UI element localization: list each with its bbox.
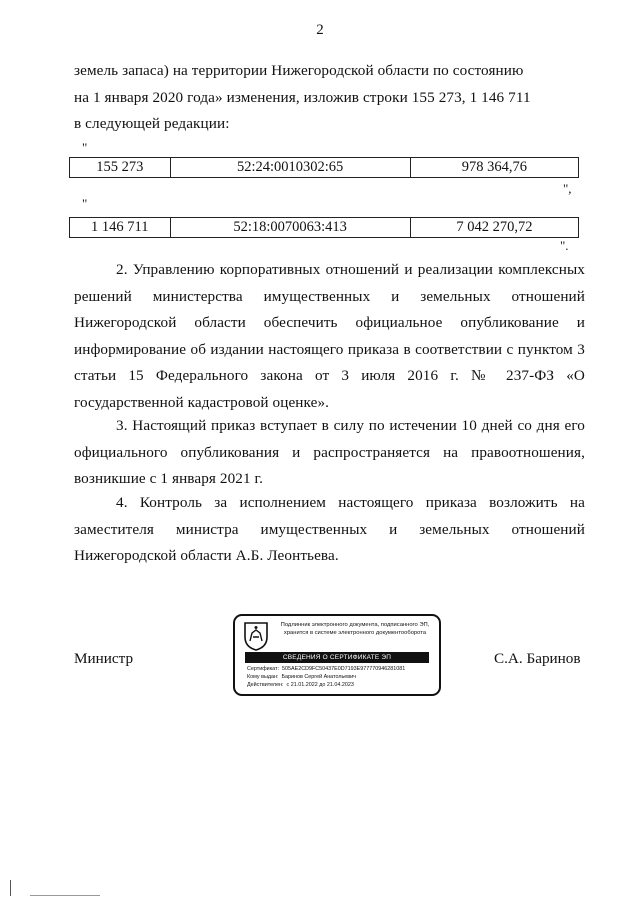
row-number-cell: 155 273 bbox=[70, 158, 171, 178]
intro-line-3: в следующей редакции: bbox=[74, 115, 230, 132]
cadastral-value-cell: 978 364,76 bbox=[410, 158, 578, 178]
stamp-certificate-line: Сертификат: 505AE2CD9FC50437E0D7193E977770946281081 bbox=[247, 666, 406, 672]
scan-margin-mark bbox=[10, 880, 11, 896]
paragraph-4: 4. Контроль за исполнением настоящего приказа возложить на заместителя министра имущественных и земельных отношений Нижегородской области А.Б. Леонтьева. bbox=[74, 494, 585, 564]
intro-line-2: на 1 января 2020 года» изменения, изложив строки 155 273, 1 146 711 bbox=[74, 89, 531, 106]
cadastral-value-cell: 7 042 270,72 bbox=[410, 218, 578, 238]
quote-close-1: ", bbox=[563, 181, 572, 196]
stamp-header: Подлинник электронного документа, подписанного ЭП, хранится в системе электронного документооборота bbox=[280, 622, 430, 636]
quote-open-1: " bbox=[82, 140, 88, 155]
scan-edge-line bbox=[30, 895, 100, 896]
coat-of-arms-icon bbox=[243, 621, 269, 651]
stamp-certificate-band: СВЕДЕНИЯ О СЕРТИФИКАТЕ ЭП bbox=[245, 652, 429, 663]
cadastral-number-cell: 52:24:0010302:65 bbox=[170, 158, 410, 178]
signatory-role: Министр bbox=[74, 650, 134, 667]
table-row bbox=[70, 218, 579, 238]
quote-close-2: ". bbox=[560, 238, 569, 253]
cadastral-number-cell: 52:18:0070063:413 bbox=[170, 218, 410, 238]
row-number-cell: 1 146 711 bbox=[70, 218, 171, 238]
stamp-issued-line: Кому выдан: Баринов Сергей Анатольевич bbox=[247, 674, 356, 680]
paragraph-2: 2. Управлению корпоративных отношений и реализации комплексных решений министерства имущественных и земельных отношений Нижегородской области обеспечить официальное опубликование и информирование об издании настоящего приказа в соответствии с пунктом 3 статьи 15 Федерального закона от 3 июля 2016 г. № 237-ФЗ «О государственной кадастровой оценке». bbox=[74, 261, 585, 411]
stamp-valid-line: Действителен: с 21.01.2022 до 21.04.2023 bbox=[247, 682, 354, 688]
electronic-signature-stamp bbox=[233, 614, 441, 696]
signatory-name: С.А. Баринов bbox=[494, 650, 581, 667]
table-row bbox=[70, 158, 579, 178]
cadastral-table-2 bbox=[69, 217, 579, 238]
intro-line-1: земель запаса) на территории Нижегородской области по состоянию bbox=[74, 62, 524, 79]
quote-open-2: " bbox=[82, 196, 88, 211]
page-number: 2 bbox=[316, 22, 324, 38]
paragraph-3: 3. Настоящий приказ вступает в силу по истечении 10 дней со дня его официального опубликования и распространяется на правоотношения, возникшие с 1 января 2021 г. bbox=[74, 417, 585, 487]
cadastral-table-1 bbox=[69, 157, 579, 178]
